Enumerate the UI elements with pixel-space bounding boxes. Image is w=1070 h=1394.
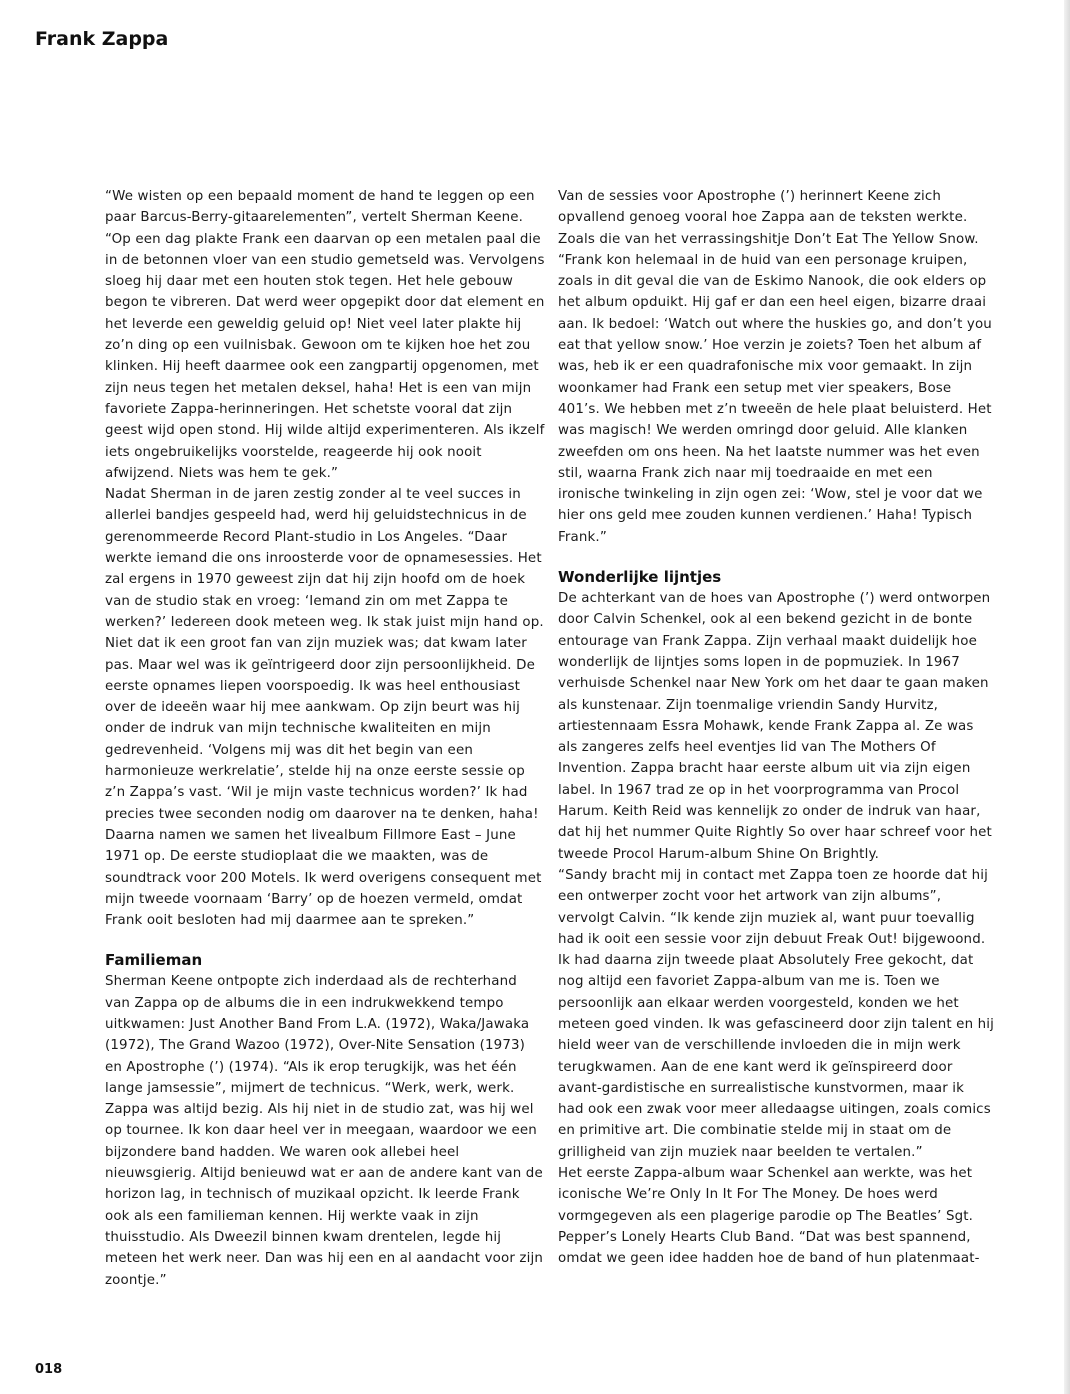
- page-edge-shadow: [1064, 0, 1070, 1394]
- paragraph: “Sandy bracht mij in contact met Zappa toen ze hoorde dat hij een ontwerper zocht voor het artwork van zijn albums”, vervolgt Calvin. “Ik kende zijn muziek al, want puur toevallig had ik ooit een sessie voor zijn debuut Freak Out! bijgewoond. Ik had daarna zijn tweede plaat Absolutely Free gekocht, dat nog altijd een favoriet Zappa-album van me is. Toen we persoonlijk aan elkaar werden voorgesteld, konden we het meteen goed vinden. Ik was gefascineerd door zijn talent en hij hield weer van de verschillende invloeden die in mijn werk terugkwamen. Aan de ene kant werd ik geïnspireerd door avant-gardistische en surrealistische kunstvormen, maar ik had ook een zwak voor meer alledaagse uitingen, zoals comics en primitive art. Die combinatie stelde mij in staat om de grilligheid van zijn muziek naar beelden te vertalen.”: [558, 867, 994, 1160]
- paragraph: “We wisten op een bepaald moment de hand te leggen op een paar Barcus-Berry-gitaarelementen”, vertelt Sherman Keene. “Op een dag plakte Frank een daarvan op een metalen paal die in de betonnen vloer van een studio gemetseld was. Vervolgens sloeg hij daar met een houten stok tegen. Het hele gebouw begon te vibreren. Dat werd weer opgepikt door dat element en het leverde een geweldig geluid op! Niet veel later plakte hij zo’n ding op een vuilnisbak. Gewoon om te kijken hoe het zou klinken. Hij heeft daarmee ook een zangpartij opgenomen, met zijn neus tegen het metalen deksel, haha! Het is een van mijn favoriete Zappa-herinneringen. Het schetste vooral dat zijn geest wijd open stond. Hij wilde altijd experimenteren. Als ikzelf iets ongebruikelijks voorstelde, reageerde hij ook nooit afwijzend. Niets was hem te gek.”: [105, 189, 545, 481]
- page-number: 018: [35, 1362, 63, 1377]
- paragraph: Het eerste Zappa-album waar Schenkel aan werkte, was het iconische We’re Only In It For The Money. De hoes werd vormgegeven als een plagerige parodie op The Beatles’ Sgt. Pepper’s Lonely Hearts Club Band. “Dat was best spannend, omdat we geen idee hadden hoe de band of hun platenmaat-: [558, 1166, 980, 1267]
- section-heading: Familieman: [105, 951, 203, 970]
- paragraph: Sherman Keene ontpopte zich inderdaad als de rechterhand van Zappa op de albums die in een indrukwekkend tempo uitkwamen: Just Another Band From L.A. (1972), Waka/Jawaka (1972), The Grand Wazoo (1972), Over-Nite Sensation (1973) en Apostrophe (’) (1974). “Als ik erop terugkijk, was het één lange jamsessie”, mijmert de technicus. “Werk, werk, werk. Zappa was altijd bezig. Als hij niet in de studio zat, was hij wel op tournee. Ik kon daar heel ver in meegaan, waardoor we een bijzondere band hadden. We waren ook allebei heel nieuwsgierig. Altijd benieuwd wat er aan de andere kant van de horizon lag, in technisch of muzikaal opzicht. Ik leerde Frank ook als een familieman kennen. Hij werkte vaak in zijn thuisstudio. Als Dweezil binnen kwam drentelen, legde hij meteen het werk neer. Dan was hij een en al aandacht voor zijn zoontje.”: [105, 974, 543, 1288]
- paragraph: De achterkant van de hoes van Apostrophe (’) werd ontworpen door Calvin Schenkel, ook al een bekend gezicht in de bonte entourage van Frank Zappa. Zijn verhaal maakt duidelijk hoe wonderlijk de lijntjes soms lopen in de popmuziek. In 1967 verhuisde Schenkel naar New York om het daar te gaan maken als kunstenaar. Zijn toenmalige vriendin Sandy Hurvitz, artiestennaam Essra Mohawk, kende Frank Zappa al. Ze was als zangeres zelfs heel eventjes lid van The Mothers Of Invention. Zappa bracht haar eerste album uit via zijn eigen label. In 1967 trad ze op in het voorprogramma van Procol Harum. Keith Reid was kennelijk zo onder de indruk van haar, dat hij het nummer Quite Rightly So over haar schreef voor het tweede Procol Harum-album Shine On Brightly.: [558, 591, 992, 862]
- page-title: Frank Zappa: [35, 28, 169, 50]
- article-column-left: [105, 186, 545, 1291]
- article-column-right: [558, 186, 994, 1270]
- paragraph: Nadat Sherman in de jaren zestig zonder al te veel succes in allerlei bandjes gespeeld had, werd hij geluidstechnicus in de gerenommeerde Record Plant-studio in Los Angeles. “Daar werkte iemand die ons inroosterde voor de opnamesessies. Het zal ergens in 1970 geweest zijn dat hij zijn hoofd om de hoek van de studio stak en vroeg: ‘Iemand zin om met Zappa te werken?’ Iedereen dook meteen weg. Ik stak juist mijn hand op. Niet dat ik een groot fan van zijn muziek was; dat kwam later pas. Maar wel was ik geïntrigeerd door zijn persoonlijkheid. De eerste opnames liepen voorspoedig. Ik was heel enthousiast over de ideeën waar hij mee aankwam. Op zijn beurt was hij onder de indruk van mijn technische kwaliteiten en mijn gedrevenheid. ‘Volgens mij was dit het begin van een harmonieuze werkrelatie’, stelde hij na onze eerste sessie op z’n Zappa’s vast. ‘Wil je mijn vaste technicus worden?’ Ik had precies twee seconden nodig om daarover na te denken, haha! Daarna namen we samen het livealbum Fillmore East – June 1971 op. De eerste studioplaat die we maakten, was de soundtrack voor 200 Motels. Ik werd overigens consequent met mijn tweede voornaam ‘Barry’ op de hoezen vermeld, omdat Frank ooit besloten had mij daarmee aan te spreken.”: [105, 487, 544, 929]
- paragraph: Van de sessies voor Apostrophe (’) herinnert Keene zich opvallend genoeg vooral hoe Zappa aan de teksten werkte. Zoals die van het verrassingshitje Don’t Eat The Yellow Snow. “Frank kon helemaal in de huid van een personage kruipen, zoals in dit geval die van de Eskimo Nanook, die ook elders op het album opduikt. Hij gaf er dan een heel eigen, bizarre draai aan. Ik bedoel: ‘Watch out where the huskies go, and don’t you eat that yellow snow.’ Hoe verzin je zoiets? Toen het album af was, heb ik er een quadrafonische mix voor gemaakt. In zijn woonkamer had Frank een setup met vier speakers, Bose 401’s. We hebben met z’n tweeën de hele plaat beluisterd. Het was magisch! We werden omringd door geluid. Alle klanken zweefden om ons heen. Na het laatste nummer was het even stil, waarna Frank zich naar mij toedraaide en met een ironische twinkeling in zijn ogen zei: ‘Wow, stel je voor dat we hier ons geld mee zouden kunnen verdienen.’ Haha! Typisch Frank.”: [558, 189, 992, 545]
- section-heading: Wonderlijke lijntjes: [558, 568, 722, 587]
